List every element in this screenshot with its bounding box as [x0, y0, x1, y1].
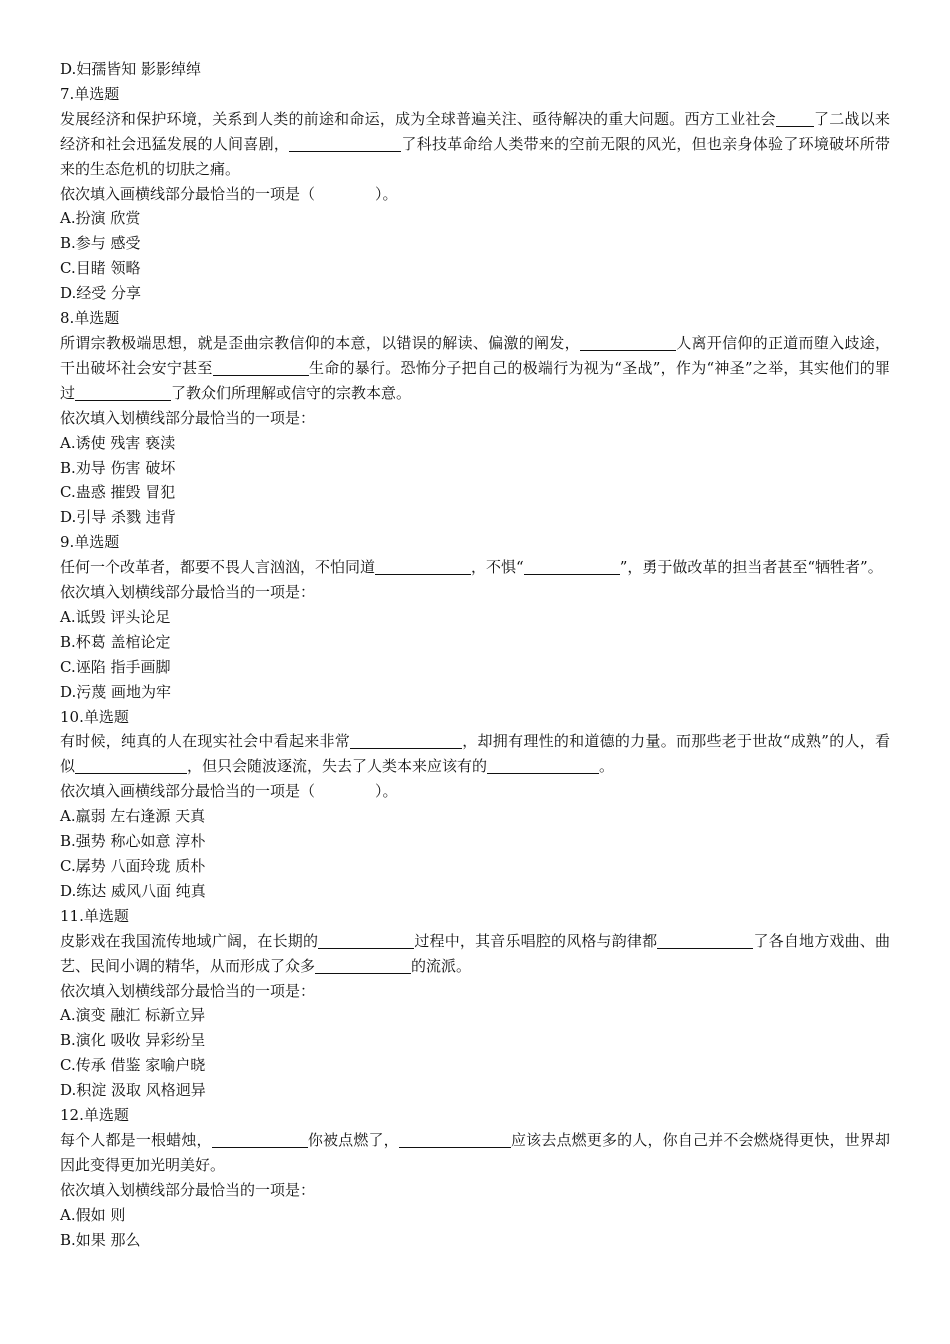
question-12-stem: 每个人都是一根蜡烛， 你被点燃了， 应该去点燃更多的人，你自己并不会燃烧得更快，世界却因此变得更加光明美好。	[60, 1130, 890, 1174]
option-line: A.诱使 残害 亵渎	[60, 433, 176, 452]
answer-blank	[375, 558, 471, 575]
answer-blank	[350, 732, 462, 749]
option-line: C.蛊惑 摧毁 冒犯	[60, 483, 176, 502]
option-line: C.诬陷 指手画脚	[60, 657, 171, 676]
question-11-header: 11.单选题	[60, 906, 129, 925]
option-line: A.扮演 欣赏	[60, 209, 141, 228]
question-8-prompt: 依次填入划横线部分最恰当的一项是：	[60, 408, 316, 427]
option-line: D.妇孺皆知 影影绰绰	[60, 60, 202, 78]
option-line: D.积淀 汲取 风格迥异	[60, 1081, 206, 1100]
option-line: B.如果 那么	[60, 1230, 141, 1249]
answer-blank	[289, 135, 401, 152]
answer-blank	[212, 1131, 308, 1148]
answer-blank	[318, 932, 414, 949]
question-9-stem: 任何一个改革者，都要不畏人言汹汹，不怕同道 ，不惧“ ”，勇于做改革的担当者甚至“牺牲者”。	[60, 558, 883, 577]
answer-blank	[399, 1131, 511, 1148]
answer-blank	[524, 558, 620, 575]
answer-blank	[776, 110, 814, 127]
option-line: B.强势 称心如意 淳朴	[60, 832, 206, 851]
answer-blank	[315, 957, 411, 974]
answer-blank	[213, 359, 309, 376]
option-line: C.传承 借鉴 家喻户晓	[60, 1056, 206, 1075]
answer-blank	[75, 757, 187, 774]
option-line: D.练达 威风八面 纯真	[60, 881, 206, 900]
question-12-header: 12.单选题	[60, 1106, 129, 1125]
answer-blank	[580, 334, 676, 351]
question-8-stem: 所谓宗教极端思想，就是歪曲宗教信仰的本意，以错误的解读、偏激的阐发， 人离开信仰的正道而堕入歧途，干出破坏社会安宁甚至 生命的暴行。恐怖分子把自己的极端行为视为“圣战”，作为“神圣”之举，其实他们的罪过 了教众们所理解或信守的宗教本意。	[60, 333, 890, 402]
question-7-stem: 发展经济和保护环境，关系到人类的前途和命运，成为全球普遍关注、亟待解决的重大问题。西方工业社会 了二战以来经济和社会迅猛发展的人间喜剧， 了科技革命给人类带来的空前无限的风光，但也亲身体验了环境破坏所带来的生态危机的切肤之痛。	[60, 109, 890, 178]
answer-blank	[75, 384, 171, 401]
question-11-stem: 皮影戏在我国流传地域广阔，在长期的 过程中，其音乐唱腔的风格与韵律都 了各自地方戏曲、曲艺、民间小调的精华，从而形成了众多 的流派。	[60, 931, 890, 975]
question-9-header: 9.单选题	[60, 533, 120, 552]
option-line: D.引导 杀戮 违背	[60, 508, 176, 527]
option-line: B.杯葛 盖棺论定	[60, 632, 171, 651]
option-line: B.劝导 伤害 破坏	[60, 458, 176, 477]
question-10-header: 10.单选题	[60, 707, 129, 726]
option-line: A.诋毁 评头论足	[60, 607, 171, 626]
option-line: B.演化 吸收 异彩纷呈	[60, 1031, 206, 1050]
answer-blank	[487, 757, 599, 774]
question-8-header: 8.单选题	[60, 309, 120, 328]
option-line: D.经受 分享	[60, 284, 142, 303]
question-7-prompt: 依次填入画横线部分最恰当的一项是（ ）。	[60, 184, 398, 203]
question-10-prompt: 依次填入画横线部分最恰当的一项是（ ）。	[60, 782, 398, 801]
option-line: A.羸弱 左右逢源 天真	[60, 807, 206, 826]
option-line: C.目睹 领略	[60, 259, 141, 278]
question-9-prompt: 依次填入划横线部分最恰当的一项是：	[60, 583, 316, 602]
option-line: A.假如 则	[60, 1205, 126, 1224]
question-7-header: 7.单选题	[60, 84, 120, 103]
answer-blank	[657, 932, 753, 949]
question-10-stem: 有时候，纯真的人在现实社会中看起来非常 ，却拥有理性的和道德的力量。而那些老于世故“成熟”的人，看似 ，但只会随波逐流，失去了人类本来应该有的 。	[60, 732, 890, 776]
option-line: C.孱势 八面玲珑 质朴	[60, 857, 206, 875]
question-12-prompt: 依次填入划横线部分最恰当的一项是：	[60, 1180, 316, 1199]
question-11-prompt: 依次填入划横线部分最恰当的一项是：	[60, 981, 316, 1000]
option-line: B.参与 感受	[60, 234, 141, 253]
option-line: D.污蔑 画地为牢	[60, 682, 172, 701]
option-line: A.演变 融汇 标新立异	[60, 1006, 206, 1025]
